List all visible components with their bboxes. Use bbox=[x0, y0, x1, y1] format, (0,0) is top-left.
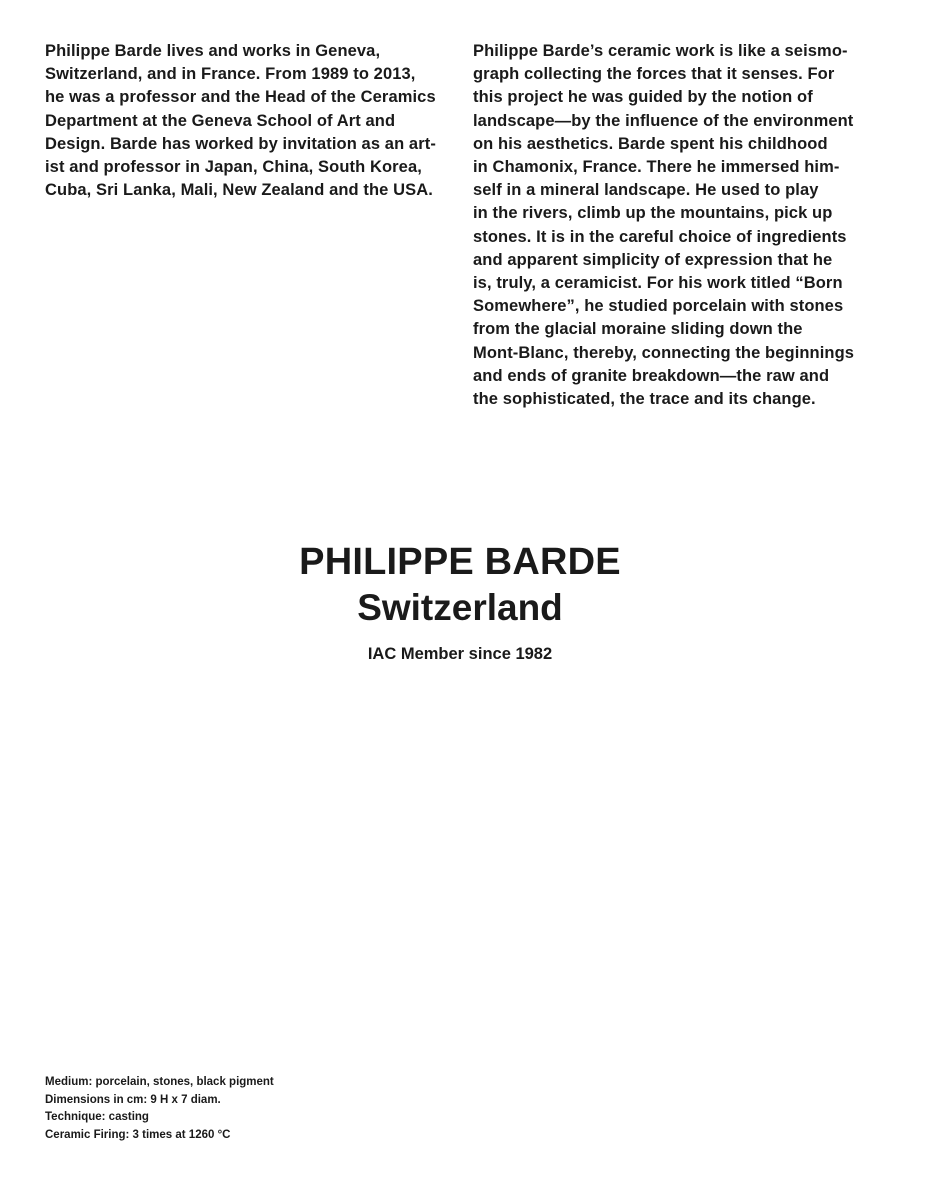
bio-left-line: Cuba, Sri Lanka, Mali, New Zealand and the USA. bbox=[45, 181, 433, 200]
artwork-specs bbox=[45, 1074, 274, 1144]
bio-right-line: this project he was guided by the notion of bbox=[473, 88, 813, 107]
bio-right-line: landscape—by the influence of the environment bbox=[473, 111, 854, 130]
bio-right-line: in Chamonix, France. There he immersed him- bbox=[473, 158, 840, 177]
bio-left-line: Department at the Geneva School of Art and bbox=[45, 111, 396, 130]
bio-right-line: graph collecting the forces that it senses. For bbox=[473, 65, 835, 84]
artist-name: PHILIPPE BARDE bbox=[299, 541, 621, 583]
bio-left-column bbox=[45, 40, 455, 202]
bio-left-line: Switzerland, and in France. From 1989 to 2013, bbox=[45, 65, 416, 84]
spec-dimensions: Dimensions in cm: 9 H x 7 diam. bbox=[45, 1093, 221, 1106]
bio-right-line: self in a mineral landscape. He used to play bbox=[473, 181, 819, 200]
bio-right-line: and apparent simplicity of expression that he bbox=[473, 250, 833, 269]
spec-firing: Ceramic Firing: 3 times at 1260 °C bbox=[45, 1128, 231, 1141]
spec-medium: Medium: porcelain, stones, black pigment bbox=[45, 1076, 274, 1088]
bio-right-line: Philippe Barde’s ceramic work is like a seismo- bbox=[473, 42, 848, 60]
bio-right-line: is, truly, a ceramicist. For his work titled “Born bbox=[473, 274, 843, 293]
bio-left-line: he was a professor and the Head of the Ceramics bbox=[45, 88, 436, 107]
bio-right-line: Somewhere”, he studied porcelain with stones bbox=[473, 297, 844, 316]
bio-left-line: ist and professor in Japan, China, South Korea, bbox=[45, 158, 422, 177]
bio-right-line: on his aesthetics. Barde spent his childhood bbox=[473, 134, 828, 153]
spec-technique: Technique: casting bbox=[45, 1111, 149, 1123]
bio-right-line: Mont-Blanc, thereby, connecting the beginnings bbox=[473, 343, 855, 362]
bio-right-line: in the rivers, climb up the mountains, pick up bbox=[473, 204, 833, 223]
artist-header bbox=[0, 538, 920, 665]
bio-right-line: from the glacial moraine sliding down the bbox=[473, 320, 803, 339]
artist-country: Switzerland bbox=[357, 587, 563, 628]
bio-right-line: stones. It is in the careful choice of ingredients bbox=[473, 227, 847, 246]
bio-right-line: the sophisticated, the trace and its change. bbox=[473, 390, 816, 409]
membership-note: IAC Member since 1982 bbox=[367, 645, 553, 663]
bio-right-line: and ends of granite breakdown—the raw and bbox=[473, 366, 830, 385]
bio-left-line: Philippe Barde lives and works in Geneva, bbox=[45, 42, 381, 60]
bio-left-line: Design. Barde has worked by invitation as an art- bbox=[45, 134, 436, 153]
bio-right-column bbox=[473, 40, 893, 411]
